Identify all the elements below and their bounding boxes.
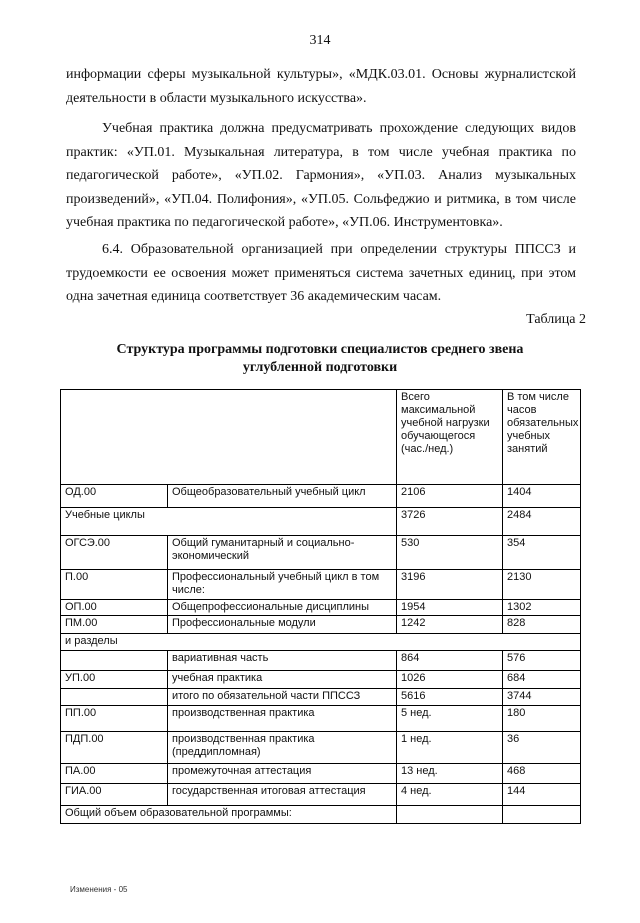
row-code: ПА.00 — [61, 764, 168, 784]
row-span-label: Учебные циклы — [61, 508, 397, 536]
structure-table — [60, 389, 581, 824]
row-total: 3196 — [397, 570, 503, 600]
table-row — [61, 600, 581, 616]
table-row — [61, 508, 581, 536]
row-name: Профессиональный учебный цикл в том числе: — [168, 570, 397, 600]
table-row — [61, 732, 581, 764]
paragraph-3-text: 6.4. Образовательной организацией при определении структуры ППССЗ и трудоемкости ее освоения может применяться система зачетных единиц, при этом одна зачетная единица соответствует 36 академическим часам. — [66, 242, 576, 304]
table-row — [61, 570, 581, 600]
row-code — [61, 651, 168, 671]
row-mandatory: 1404 — [503, 485, 581, 508]
row-total: 1026 — [397, 671, 503, 689]
row-code: ГИА.00 — [61, 784, 168, 806]
table-row — [61, 485, 581, 508]
row-name: учебная практика — [168, 671, 397, 689]
row-total: 1954 — [397, 600, 503, 616]
row-code: П.00 — [61, 570, 168, 600]
row-total: 864 — [397, 651, 503, 671]
row-mandatory: 354 — [503, 536, 581, 570]
row-name: промежуточная аттестация — [168, 764, 397, 784]
row-mandatory: 468 — [503, 764, 581, 784]
table-row — [61, 671, 581, 689]
row-total: 530 — [397, 536, 503, 570]
row-code: ОП.00 — [61, 600, 168, 616]
row-code: ПП.00 — [61, 706, 168, 732]
row-code: УП.00 — [61, 671, 168, 689]
row-code: ПМ.00 — [61, 616, 168, 634]
table-header-row — [61, 390, 581, 485]
table-row — [61, 616, 581, 634]
table-row — [61, 634, 581, 651]
row-total: 3726 — [397, 508, 503, 536]
row-mandatory: 180 — [503, 706, 581, 732]
row-mandatory — [503, 806, 581, 824]
row-code: ОГСЭ.00 — [61, 536, 168, 570]
table-title-line-1: Структура программы подготовки специалистов среднего звена — [116, 342, 524, 357]
table-caption: Таблица 2 — [526, 312, 586, 327]
row-total: 5616 — [397, 689, 503, 706]
row-mandatory: 144 — [503, 784, 581, 806]
row-mandatory: 2484 — [503, 508, 581, 536]
row-span-label: и разделы — [61, 634, 581, 651]
row-mandatory: 576 — [503, 651, 581, 671]
row-mandatory: 36 — [503, 732, 581, 764]
row-name: Общепрофессиональные дисциплины — [168, 600, 397, 616]
row-total: 1242 — [397, 616, 503, 634]
row-name: государственная итоговая аттестация — [168, 784, 397, 806]
table-title — [60, 341, 580, 377]
row-mandatory: 3744 — [503, 689, 581, 706]
table-row — [61, 536, 581, 570]
row-name: Общеобразовательный учебный цикл — [168, 485, 397, 508]
row-total: 1 нед. — [397, 732, 503, 764]
row-code — [61, 689, 168, 706]
table-row — [61, 764, 581, 784]
page-number: 314 — [309, 33, 331, 48]
table-row — [61, 706, 581, 732]
paragraph-2 — [66, 117, 576, 235]
row-total: 5 нед. — [397, 706, 503, 732]
row-mandatory: 828 — [503, 616, 581, 634]
row-name: Общий гуманитарный и социально-экономический — [168, 536, 397, 570]
paragraph-1 — [66, 63, 576, 110]
paragraph-1-text: информации сферы музыкальной культуры», «МДК.03.01. Основы журналистской деятельности в области музыкального искусства». — [66, 67, 576, 106]
row-code: ПДП.00 — [61, 732, 168, 764]
row-name: Профессиональные модули — [168, 616, 397, 634]
header-mandatory-hours: В том числе часов обязательных учебных занятий — [503, 390, 581, 485]
row-span-label: Общий объем образовательной программы: — [61, 806, 397, 824]
row-mandatory: 684 — [503, 671, 581, 689]
paragraph-3 — [66, 238, 576, 309]
table-row — [61, 689, 581, 706]
table-row — [61, 651, 581, 671]
table-title-line-2: углубленной подготовки — [242, 360, 398, 375]
table-row — [61, 806, 581, 824]
paragraph-2-text: Учебная практика должна предусматривать прохождение следующих видов практик: «УП.01. Музыкальная литература, в том числе учебная практика по педагогической работе», «УП.02. Гармония», «УП.03. Анализ музыкальных произведений», «УП.04. Полифония», «УП.05. Сольфеджио и ритмика, в том числе учебная практика по педагогической работе», «УП.06. Инструментовка». — [66, 121, 576, 230]
header-total-load: Всего максимальной учебной нагрузки обучающегося (час./нед.) — [397, 390, 503, 485]
row-total: 2106 — [397, 485, 503, 508]
row-mandatory: 2130 — [503, 570, 581, 600]
row-code: ОД.00 — [61, 485, 168, 508]
row-total: 13 нед. — [397, 764, 503, 784]
row-total: 4 нед. — [397, 784, 503, 806]
footer-note: Изменения - 05 — [70, 885, 128, 894]
row-mandatory: 1302 — [503, 600, 581, 616]
row-total — [397, 806, 503, 824]
row-name: производственная практика — [168, 706, 397, 732]
table-row — [61, 784, 581, 806]
row-name: производственная практика (преддипломная) — [168, 732, 397, 764]
row-name: вариативная часть — [168, 651, 397, 671]
header-empty-cell — [61, 390, 397, 485]
row-name: итого по обязательной части ППССЗ — [168, 689, 397, 706]
